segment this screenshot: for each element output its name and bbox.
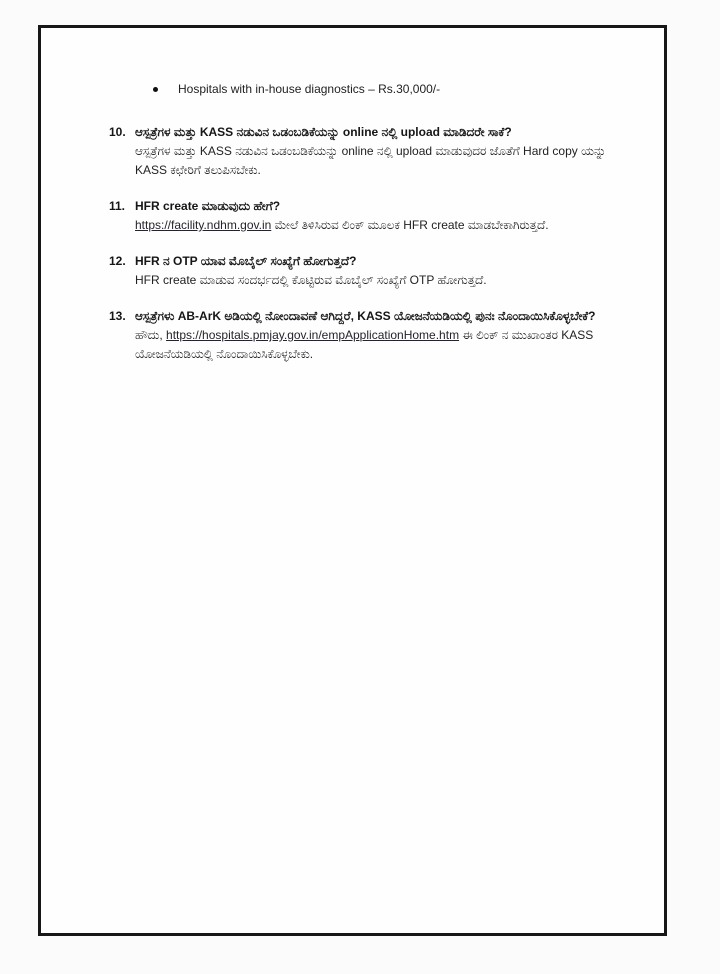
faq-question: ಆಸ್ಪತ್ರೆಗಳು AB-ArK ಅಡಿಯಲ್ಲಿ ನೋಂದಾವಣೆ ಆಗಿದ್ದರೆ, KASS ಯೋಜನೆಯಡಿಯಲ್ಲಿ ಪುನಃ ನೊಂದಾಯಿಸಿಕೊಳ್ಳಬೇಕೆ? <box>135 309 596 323</box>
bullet-item-text: Hospitals with in-house diagnostics – Rs.30,000/- <box>178 82 441 96</box>
pmjay-registration-link[interactable]: https://hospitals.pmjay.gov.in/empApplicationHome.htm <box>166 328 460 342</box>
faq-item-10 <box>109 123 622 180</box>
faq-question: HFR ನ OTP ಯಾವ ಮೊಬೈಲ್ ಸಂಖ್ಯೆಗೆ ಹೋಗುತ್ತದೆ? <box>135 254 357 268</box>
faq-answer-text: ಮೇಲೆ ತಿಳಿಸಿರುವ ಲಿಂಕ್ ಮೂಲಕ HFR create ಮಾಡಬೇಕಾಗಿರುತ್ತದೆ. <box>271 218 549 232</box>
faq-answer: HFR create ಮಾಡುವ ಸಂದರ್ಭದಲ್ಲಿ ಕೊಟ್ಟಿರುವ ಮೊಬೈಲ್ ಸಂಖ್ಯೆಗೆ OTP ಹೋಗುತ್ತದೆ. <box>135 273 487 287</box>
faq-answer-text: ಹೌದು, <box>135 328 167 342</box>
faq-question: ಆಸ್ಪತ್ರೆಗಳ ಮತ್ತು KASS ನಡುವಿನ ಒಡಂಬಡಿಕೆಯನ್ನು online ನಲ್ಲಿ upload ಮಾಡಿದರೇ ಸಾಕೆ? <box>135 125 512 139</box>
faq-item-number: 11. <box>109 199 126 213</box>
faq-item-11 <box>109 197 622 235</box>
faq-item-number: 13. <box>109 309 126 323</box>
list-item <box>153 80 622 99</box>
faq-item-13 <box>109 307 622 364</box>
bullet-icon <box>153 87 158 92</box>
document-page <box>38 25 667 936</box>
faq-item-number: 10. <box>109 125 126 139</box>
faq-question: HFR create ಮಾಡುವುದು ಹೇಗೆ? <box>135 199 281 213</box>
faq-answer <box>135 216 622 235</box>
faq-item-12 <box>109 252 622 290</box>
faq-answer <box>135 326 622 364</box>
faq-answer: ಆಸ್ಪತ್ರೆಗಳ ಮತ್ತು KASS ನಡುವಿನ ಒಡಂಬಡಿಕೆಯನ್ನು online ನಲ್ಲಿ upload ಮಾಡುವುದರ ಜೊತೆಗೆ Hard copy ಯನ್ನು KASS ಕಛೇರಿಗೆ ತಲುಪಿಸಬೇಕು. <box>135 144 607 177</box>
faq-answer-text: ಈ ಲಿಂಕ್ ನ ಮುಖಾಂತರ KASS ಯೋಜನೆಯಡಿಯಲ್ಲಿ ನೊಂದಾಯಿಸಿಕೊಳ್ಳಬೇಕು. <box>135 328 594 361</box>
document-content <box>109 80 622 381</box>
facility-ndhm-link[interactable]: https://facility.ndhm.gov.in <box>135 218 272 232</box>
faq-item-number: 12. <box>109 254 126 268</box>
